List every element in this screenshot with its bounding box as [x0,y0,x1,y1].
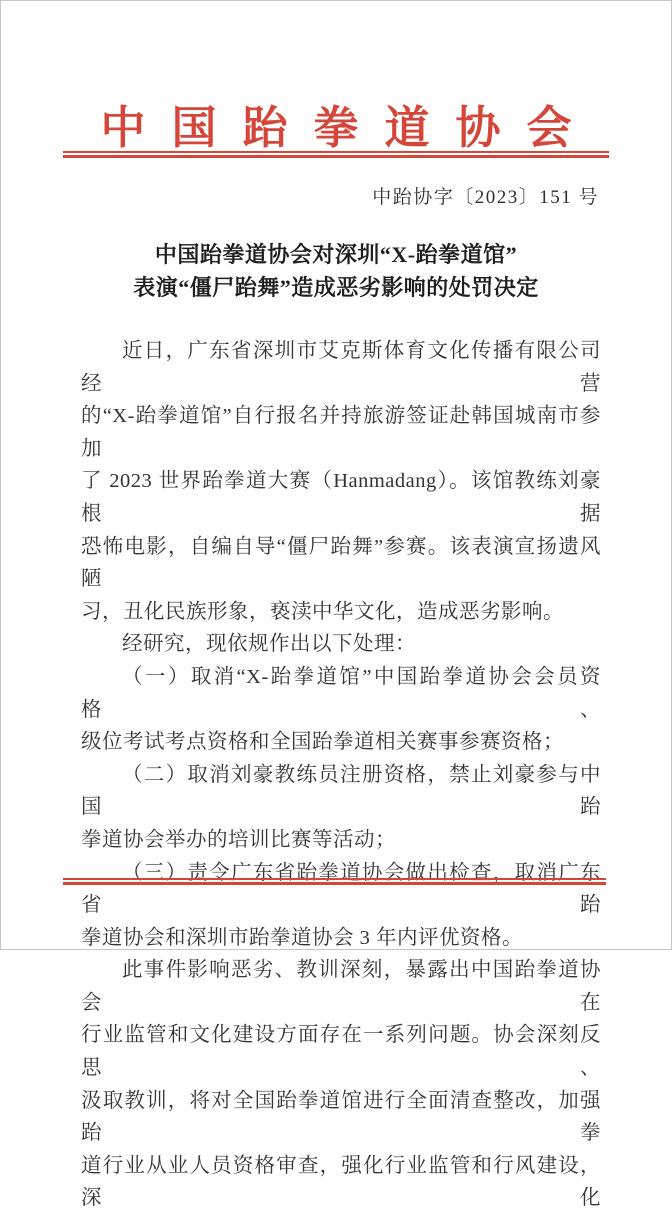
letterhead-rule [63,151,609,158]
body-line: 拳道协会和深圳市跆拳道协会 3 年内评优资格。 [81,926,523,949]
document-body [81,335,601,1215]
body-line: （二）取消刘豪教练员注册资格，禁止刘豪参与中国跆 [81,763,601,819]
body-line: 习，丑化民族形象，亵渎中华文化，造成恶劣影响。 [81,600,564,623]
body-line: 拳道协会举办的培训比赛等活动； [81,828,396,851]
document-title-line1: 中国跆拳道协会对深圳“X-跆拳道馆” [154,242,518,267]
body-line: 行业监管和文化建设方面存在一系列问题。协会深刻反思、 [81,1024,601,1080]
body-line: 此事件影响恶劣、教训深刻，暴露出中国跆拳道协会在 [81,959,601,1014]
body-line: 经研究，现依规作出以下处理： [122,633,416,656]
letterhead-org-name: 中国跆拳道协会 [100,103,598,153]
document-title [1,238,671,304]
body-line: 恐怖电影，自编自导“僵尸跆舞”参赛。该表演宣扬遗风陋 [81,535,601,591]
body-line: 道行业从业人员资格审查，强化行业监管和行风建设，深化 [81,1154,601,1210]
body-line: （一）取消“X-跆拳道馆”中国跆拳道协会会员资格、 [81,665,601,721]
body-line: 了 2023 世界跆拳道大赛（Hanmadang）。该馆教练刘豪根据 [81,470,601,525]
body-line: 级位考试考点资格和全国跆拳道相关赛事参赛资格； [81,731,564,754]
document-title-line2: 表演“僵尸跆舞”造成恶劣影响的处罚决定 [133,275,539,300]
body-line: 近日，广东省深圳市艾克斯体育文化传播有限公司经营 [81,340,601,395]
body-line: 汲取教训，将对全国跆拳道馆进行全面清查整改，加强跆拳 [81,1089,601,1145]
body-line: （三）责令广东省跆拳道协会做出检查，取消广东省跆 [81,861,601,917]
body-line: 的“X-跆拳道馆”自行报名并持旅游签证赴韩国城南市参加 [81,405,601,460]
footer-rule [63,878,606,885]
doc-number: 中跆协字〔2023〕151 号 [372,187,599,208]
